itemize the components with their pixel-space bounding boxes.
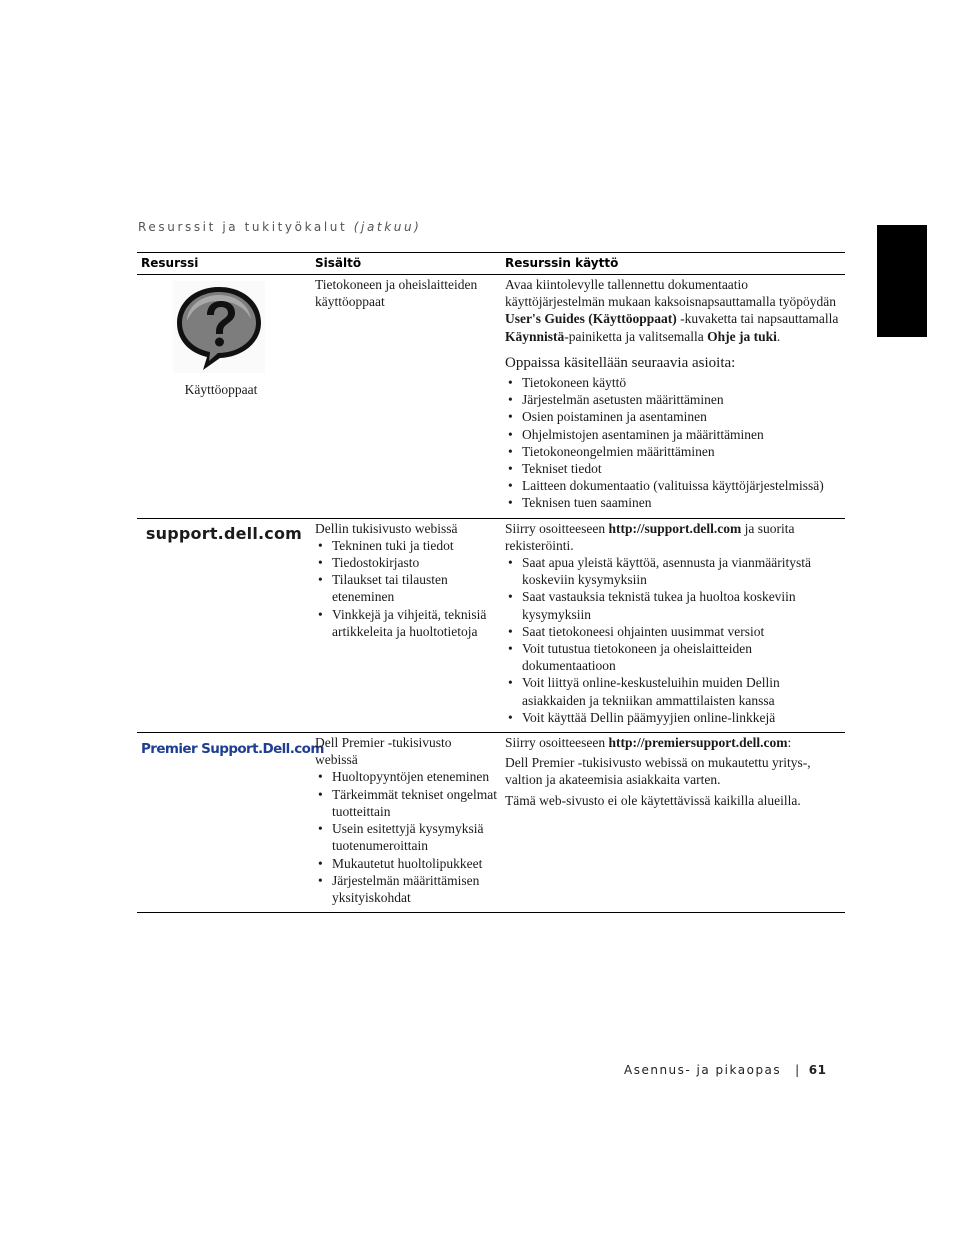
usage-cell: [501, 275, 845, 519]
premier-support-url: http://premiersupport.dell.com: [608, 735, 788, 751]
resource-cell: [137, 733, 324, 913]
list-item: • Mukautetut huoltolipukkeet: [315, 855, 497, 872]
support-dell-logo: support.dell.com: [145, 523, 303, 543]
content-cell: [311, 518, 501, 732]
list-item: • Laitteen dokumentaatio (valituissa käyttöjärjestelmissä): [505, 477, 841, 494]
usage-cell: [501, 518, 845, 732]
usage-text-part: .: [776, 328, 781, 344]
list-item: • Tekniset tiedot: [505, 460, 841, 477]
users-guides-label: User's Guides: [505, 311, 585, 327]
kaynnista-label: Käynnistä: [505, 328, 565, 344]
guide-title: Asennus- ja pikaopas: [624, 1063, 782, 1077]
content-text: Tietokoneen ja oheislaitteiden käyttöoppaat: [315, 277, 478, 310]
usage-text-part: -painiketta ja valitsemalla: [564, 328, 708, 344]
page-number: 61: [808, 1063, 827, 1077]
resource-caption: Käyttöoppaat: [184, 382, 258, 397]
ohje-ja-tuki-label: Ohje ja tuki: [707, 328, 777, 344]
resource-cell: [137, 275, 311, 519]
usage-paragraph: Tämä web-sivusto ei ole käytettävissä kaikilla alueilla.: [505, 792, 801, 808]
section-title: Resurssit ja tukityökalut: [138, 220, 348, 234]
usage-text: [505, 276, 841, 345]
table-row: [137, 518, 845, 732]
resources-table: [137, 252, 845, 913]
question-bubble-icon: [173, 281, 265, 373]
section-continued: (jatkuu): [353, 220, 422, 234]
list-item: • Tiedostokirjasto: [315, 554, 497, 571]
footer-separator: |: [795, 1063, 801, 1077]
list-item: • Tietokoneen käyttö: [505, 374, 841, 391]
list-item: • Järjestelmän määrittämisen yksityiskohdat: [315, 872, 497, 906]
content-cell: [311, 733, 501, 913]
table-header-row: [137, 253, 845, 275]
usage-text: [505, 734, 841, 751]
list-item: • Saat tietokoneesi ohjainten uusimmat versiot: [505, 623, 841, 640]
usage-text: [505, 520, 841, 554]
usage-paragraph: Dell Premier -tukisivusto webissä on mukautettu yritys-, valtion ja akateemisia asiakkaita varten.: [505, 755, 811, 788]
usage-text-part: -kuvaketta tai napsauttamalla: [676, 311, 839, 327]
content-text: Dell Premier -tukisivusto webissä: [315, 735, 452, 768]
chapter-tab-marker: [877, 225, 927, 337]
list-item: • Voit tutustua tietokoneen ja oheislaitteiden dokumentaatioon: [505, 640, 841, 674]
list-item: • Tärkeimmät tekniset ongelmat tuotteittain: [315, 786, 497, 820]
usage-cell: [501, 733, 845, 913]
section-heading: [138, 220, 421, 234]
list-item: • Saat vastauksia teknistä tukea ja huoltoa koskeviin kysymyksiin: [505, 588, 841, 622]
usage-text-part: ja suorita rekisteröinti.: [505, 520, 795, 553]
topics-lead: Oppaissa käsitellään seuraavia asioita:: [505, 354, 736, 371]
kayttooppaat-label: (Käyttöoppaat): [588, 311, 677, 327]
usage-text-part: Avaa kiintolevylle tallennettu dokumentaatio käyttöjärjestelmän mukaan kaksoisnapsauttamalla työpöydän: [505, 277, 837, 310]
support-url: http://support.dell.com: [608, 520, 742, 536]
page-footer: [624, 1063, 826, 1077]
content-text: Dellin tukisivusto webissä: [315, 520, 458, 536]
content-cell: [311, 275, 501, 519]
list-item: • Voit käyttää Dellin päämyyjien online-linkkejä: [505, 709, 841, 726]
usage-text-part: :: [787, 735, 792, 751]
list-item: • Saat apua yleistä käyttöä, asennusta ja vianmääritystä koskeviin kysymyksiin: [505, 554, 841, 588]
list-item: • Voit liittyä online-keskusteluihin muiden Dellin asiakkaiden ja tekniikan ammattilaisten kanssa: [505, 674, 841, 708]
usage-text-part: Siirry osoitteeseen: [505, 520, 609, 536]
list-item: • Tietokoneongelmien määrittäminen: [505, 443, 841, 460]
table-row: [137, 275, 845, 519]
topics-list: [505, 374, 841, 512]
list-item: • Huoltopyyntöjen eteneminen: [315, 768, 497, 785]
list-item: • Teknisen tuen saaminen: [505, 494, 841, 511]
column-header-usage: Resurssin käyttö: [501, 253, 845, 275]
list-item: • Usein esitettyjä kysymyksiä tuotenumeroittain: [315, 820, 497, 854]
list-item: • Järjestelmän asetusten määrittäminen: [505, 391, 841, 408]
column-header-resource: Resurssi: [137, 253, 311, 275]
content-list: [315, 537, 497, 640]
list-item: • Osien poistaminen ja asentaminen: [505, 408, 841, 425]
resource-cell: [137, 518, 311, 732]
premier-support-logo: Premier Support.Dell.com: [141, 741, 324, 758]
list-item: • Ohjelmistojen asentaminen ja määrittäminen: [505, 426, 841, 443]
list-item: • Vinkkejä ja vihjeitä, teknisiä artikkeleita ja huoltotietoja: [315, 606, 497, 640]
list-item: • Tekninen tuki ja tiedot: [315, 537, 497, 554]
list-item: • Tilaukset tai tilausten eteneminen: [315, 571, 497, 605]
content-list: [315, 768, 497, 906]
usage-text-part: Siirry osoitteeseen: [505, 735, 609, 751]
usage-list: [505, 554, 841, 726]
table-row: [137, 733, 845, 913]
column-header-content: Sisältö: [311, 253, 501, 275]
